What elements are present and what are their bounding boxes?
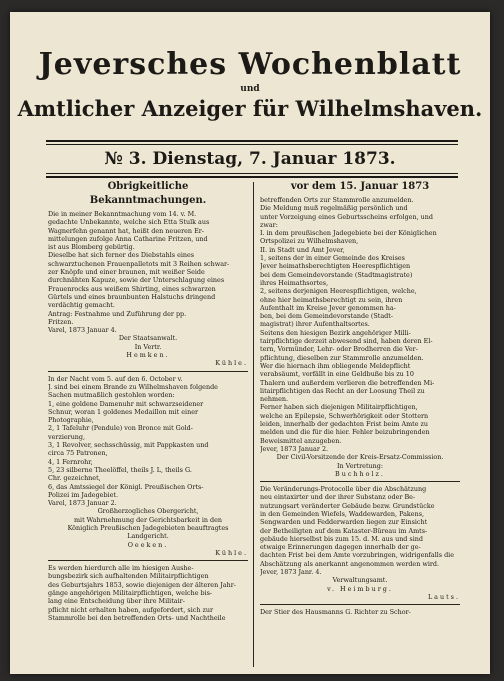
notice-divider xyxy=(48,371,248,372)
notice-military-continued xyxy=(260,196,460,478)
masthead-title: Jeversches Wochenblatt xyxy=(38,47,462,82)
signature-line: Großherzogliches Obergericht, xyxy=(97,507,199,516)
signature-line: Der Civil-Vorsitzende der Kreis-Ersatz-Commission. xyxy=(276,453,444,462)
notice-military-registration xyxy=(48,564,248,622)
text-line: Thalern und außerdem verlieren die betreffenden Mi- xyxy=(260,378,435,387)
text-line: gänge angehörigen Militairpflichtigen, welche bis- xyxy=(48,589,213,598)
text-line: durchnähten Kapuze, sowie der Unterschlagung eines xyxy=(48,276,225,285)
text-line: Wer die hiernach ihm obliegende Meldepflicht xyxy=(260,361,411,370)
signature-name: Oeeken. xyxy=(127,540,169,549)
text-line: litairpflichtigen das Recht an der Loosung Theil zu xyxy=(260,386,425,395)
rule-top-thin xyxy=(46,144,458,145)
text-line: Photographie, xyxy=(48,416,94,425)
text-line: J. sind bei einem Brande zu Wilhelmshaven folgende xyxy=(48,382,218,391)
text-line: melden und die für die hier. Fehler beizubringenden xyxy=(260,428,430,437)
text-line: II. in Stadt und Amt Jever, xyxy=(260,245,345,254)
text-line: bungsbezirk sich aufhaltenden Militairpflichtigen xyxy=(48,572,209,581)
text-line: Schnur, woran 1 goldenes Medaillon mit einer xyxy=(48,407,199,416)
text-line: pflicht nicht erhalten haben, aufgefordert, sich zur xyxy=(48,605,214,614)
notice-building-assessment xyxy=(260,485,460,601)
text-line: In der Nacht vom 5. auf den 6. October v. xyxy=(48,374,183,383)
text-line: verabsäumt, verfällt in eine Geldbuße bis zu 10 xyxy=(260,370,414,379)
text-line: etwaige Erinnerungen dagegen innerhalb der ge- xyxy=(260,543,421,552)
text-line: magistrat) ihrer Aufenthaltsortes. xyxy=(260,320,370,329)
text-line: Abschätzung als anerkannt angenommen werden wird. xyxy=(260,559,440,568)
text-line: schwarztuchenen Frauenpalletots mit 3 Reihen schwar- xyxy=(48,259,230,268)
signature-line: In Vertr. xyxy=(134,342,162,351)
text-line: ohne hier heimathsberechtigt zu sein, ihren xyxy=(260,295,403,304)
column-separator xyxy=(253,182,254,667)
left-heading: Obrigkeitliche Bekanntmachungen. xyxy=(89,181,207,206)
signature-name: Buchholz. xyxy=(335,469,385,478)
text-line: 1, seitens der in einer Gemeinde des Kreises xyxy=(260,254,405,263)
notice-divider xyxy=(260,481,460,482)
text-line: verzierung, xyxy=(48,432,86,441)
masthead-subtitle: Amtlicher Anzeiger für Wilhelmshaven. xyxy=(17,96,483,121)
text-line: Die in meiner Bekanntmachung vom 14. v. M. xyxy=(48,210,197,218)
text-line: bei dem Gemeindevorstande (Stadtmagistrate) xyxy=(260,270,413,279)
text-line: der Betheiligten auf dem Kataster-Büreau im Amts- xyxy=(260,526,428,535)
text-line: 2, seitens derjenigen Heerespflichtigen, welche, xyxy=(260,287,417,296)
signature-line: Verwaltungsamt. xyxy=(332,576,388,585)
text-line: welche an Epilepsie, Schwerhörigkeit oder Stottern xyxy=(260,411,429,420)
text-line: ist aus Blomberg gebürtig. xyxy=(48,243,135,252)
signature-name: Hemken. xyxy=(126,351,170,360)
text-line: Chr. gezeichnet, xyxy=(48,474,101,483)
text-line: Die Veränderungs-Protocolle über die Abschätzung xyxy=(260,485,427,494)
text-line: ben, bei dem Gemeindevorstande (Stadt- xyxy=(260,312,393,321)
text-line: zwar: xyxy=(260,220,278,229)
left-column xyxy=(48,180,248,622)
text-line: mittelungen zufolge Anna Catharine Fritzen, und xyxy=(48,234,208,243)
notice-bull: Der Stier des Hausmanns G. Richter zu Schor- xyxy=(260,608,411,617)
text-line: Fritzen. xyxy=(48,317,74,326)
notice-wanted-person xyxy=(48,210,248,368)
signature-line: mit Wahrnehmung der Gerichtsbarkeit in den xyxy=(73,515,223,524)
signature-name: Kühle. xyxy=(215,548,248,557)
signature-name: Kühle. xyxy=(215,359,248,368)
text-line: 5, 23 silberne Theelöffel, theils J. L, theils G. xyxy=(48,465,192,474)
text-line: Seitens den hiesigen Bezirk angehöriger Milli- xyxy=(260,328,411,337)
text-line: Aufenthalt im Kreise Jever genommen ha- xyxy=(260,303,396,312)
notice-divider xyxy=(48,560,248,561)
text-line: Ferner haben sich diejenigen Militairpflichtigen, xyxy=(260,403,418,412)
text-line: Dieselbe hat sich ferner des Diebstahls eines xyxy=(48,251,195,260)
text-line: Es werden hierdurch alle im hiesigen Aushe- xyxy=(48,564,194,573)
text-line: Wagnerfehn genannt hat, heißt den neueren Er- xyxy=(48,226,204,235)
signature-line: In Vertretung: xyxy=(337,461,383,470)
text-line: Varel, 1873 Januar 4. xyxy=(48,326,117,335)
signature-line: Landgericht. xyxy=(127,532,169,541)
text-line: des Geburtsjahrs 1853, sowie diejenigen der älteren Jahr- xyxy=(48,580,236,589)
notice-divider xyxy=(260,604,460,605)
text-line: Jever heimathsberechtigten Heerespflichtigen xyxy=(260,262,411,271)
text-line: 4, 1 Fernrohr, xyxy=(48,457,93,466)
newspaper-page xyxy=(10,12,490,674)
masthead-und: und xyxy=(240,84,260,94)
notice-stolen-goods xyxy=(48,375,248,558)
text-line: tern, Vormünder, Lehr- oder Brodherren die Ver- xyxy=(260,345,418,354)
rule-bottom-thick xyxy=(46,176,458,178)
text-line: gebäude hierselbst bis zum 15. d. M. aus und sind xyxy=(260,534,423,543)
rule-bottom-thin xyxy=(46,173,458,174)
text-line: Frauenrocks aus weißem Shirting, eines schwarzen xyxy=(48,284,216,293)
text-line: tairpflichtige derzeit abwesend sind, haben deren El- xyxy=(260,337,433,346)
text-line: 6, das Amtssiegel der Königl. Preußischen Orts- xyxy=(48,482,204,491)
signature-line: Königlich Preußischen Jadegebieten beauftragtes xyxy=(67,523,229,532)
text-line: Die Meldung muß regelmäßig persönlich und xyxy=(260,204,408,213)
text-line: Antrag: Festnahme und Zuführung der pp. xyxy=(48,309,187,318)
right-column xyxy=(260,180,460,617)
text-line: Gürtels und eines braunbunten Halstuchs dringend xyxy=(48,292,216,301)
signature-line: Der Staatsanwalt. xyxy=(118,334,178,343)
rule-top-thick xyxy=(46,140,458,142)
text-line: nehmen. xyxy=(260,395,289,404)
text-line: Stammrolle bei den betreffenden Orts- und Nachtheile xyxy=(48,613,226,622)
right-heading: vor dem 15. Januar 1873 xyxy=(290,181,430,192)
text-line: in den Gemeinden Wiefels, Waddewarden, Pakens, xyxy=(260,509,425,518)
text-line: Beweismittel anzugeben. xyxy=(260,436,342,445)
text-line: Sachen mutmaßlich gestohlen worden: xyxy=(48,391,175,400)
text-line: dachten Frist bei dem Amte vorzubringen, widrigenfalls die xyxy=(260,551,455,560)
text-line: Varel, 1873 Januar 2. xyxy=(48,499,117,508)
text-line: pflichtung, dieselben zur Stammrolle anzumelden. xyxy=(260,353,424,362)
text-line: 2, 1 Tafeluhr (Pendule) von Bronce mit Gold- xyxy=(48,424,193,433)
text-line: betreffenden Orts zur Stammrolle anzumelden. xyxy=(260,196,414,204)
text-line: ihres Heimathsortes, xyxy=(260,278,329,287)
dateline: № 3. Dienstag, 7. Januar 1873. xyxy=(104,149,396,169)
text-line: verdächtig gemacht. xyxy=(48,301,115,310)
text-line: gedachte Unbekannte, welche sich Etta Stulk aus xyxy=(48,218,210,227)
text-line: leiden, innerhalb der gedachten Frist beim Amte zu xyxy=(260,420,429,429)
text-line: neu eintaxirter und der ihrer Substanz oder Be- xyxy=(260,493,416,502)
text-line: Jever, 1873 Janr. 4. xyxy=(260,568,322,577)
signature-name: Lauts. xyxy=(427,592,460,601)
text-line: nutzungsart veränderter Gebäude bezw. Grundstücke xyxy=(260,501,435,510)
text-line: 1, eine goldene Damenuhr mit schwarzseidener xyxy=(48,399,204,408)
text-line: 3, 1 Revolver, sechsschüssig, mit Pappkasten und xyxy=(48,441,209,450)
text-line: Ortspolizei zu Wilhelmshaven, xyxy=(260,237,359,246)
text-line: Sengwarden und Fedderwarden liegen zur Einsicht xyxy=(260,518,428,527)
text-line: circa 75 Patronen, xyxy=(48,449,108,458)
signature-name: v. Heimburg. xyxy=(327,584,393,593)
text-line: zer Knöpfe und einer braunen, mit weißer Seide xyxy=(48,268,205,277)
text-line: Jever, 1873 Januar 2. xyxy=(260,444,329,453)
text-line: unter Vorzeigung eines Geburtsscheins erfolgen, und xyxy=(260,212,433,221)
text-line: Polizei im Jadegebiet. xyxy=(48,490,118,499)
text-line: I. in dem preußischen Jadegebiete bei der Königlichen xyxy=(260,229,437,238)
text-line: lang eine Entscheidung über ihre Militair- xyxy=(48,597,185,606)
